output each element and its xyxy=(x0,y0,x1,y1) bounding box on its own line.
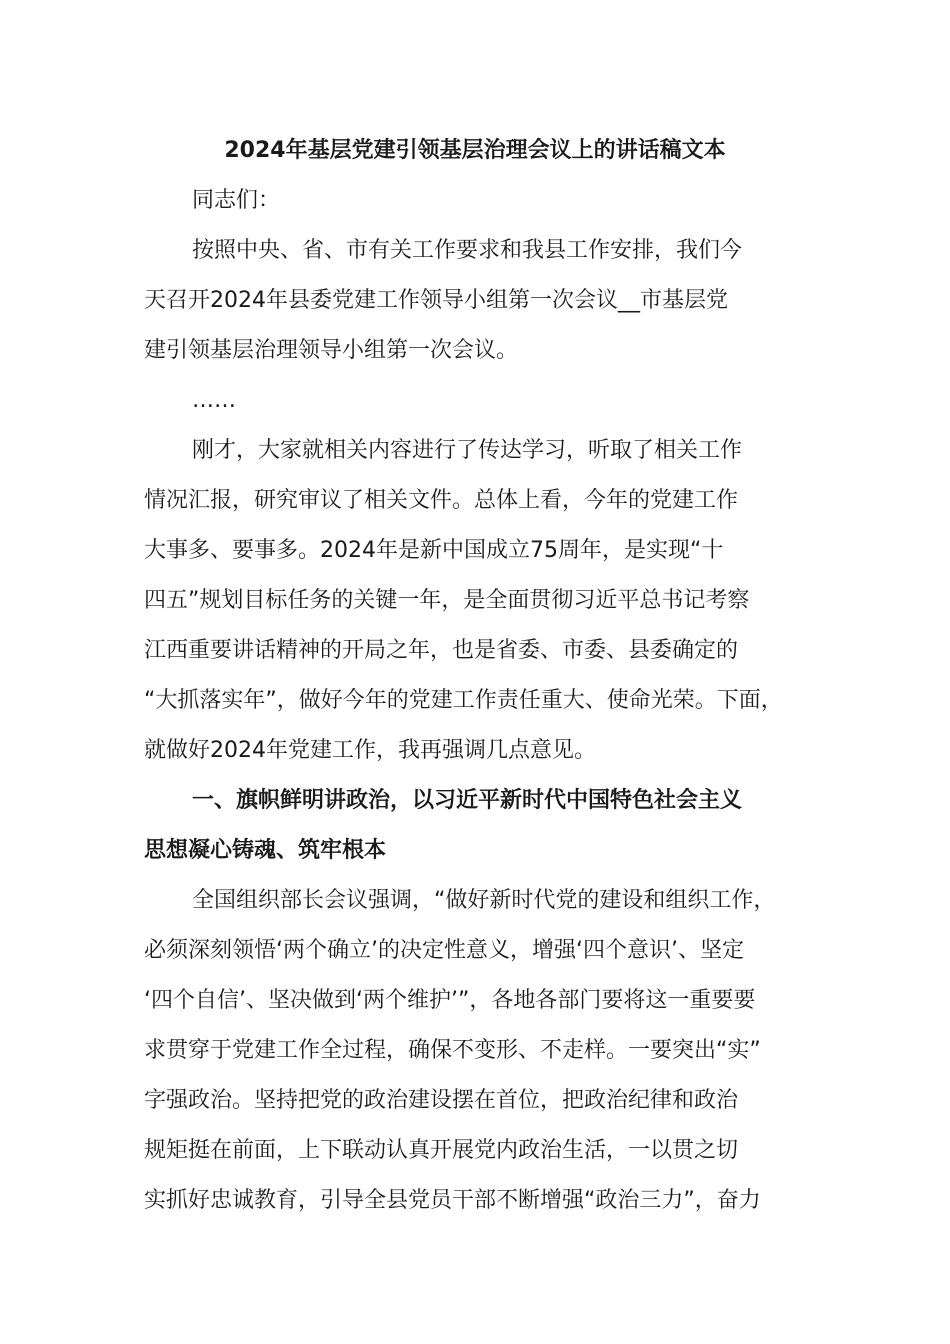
paragraph-line: ‘四个自信’、坚决做到‘两个维护’”，各地各部门要将这一重要要 xyxy=(144,988,756,1013)
paragraph-line: 字强政治。坚持把党的政治建设摆在首位，把政治纪律和政治 xyxy=(144,1088,739,1113)
paragraph-line: 情况汇报，研究审议了相关文件。总体上看，今年的党建工作 xyxy=(144,488,739,513)
section-heading: 一、旗帜鲜明讲政治，以习近平新时代中国特色社会主义 xyxy=(192,788,743,813)
paragraph-line: 刚才，大家就相关内容进行了传达学习，听取了相关工作 xyxy=(192,438,743,463)
paragraph-line: 建引领基层治理领导小组第一次会议。 xyxy=(144,338,519,363)
salutation: 同志们： xyxy=(192,188,281,213)
paragraph-line: 全国组织部长会议强调，“做好新时代党的建设和组织工作， xyxy=(192,888,776,913)
paragraph-line: 大事多、要事多。2024年是新中国成立75周年，是实现“十 xyxy=(144,538,724,563)
paragraph-line: 就做好2024年党建工作，我再强调几点意见。 xyxy=(144,738,596,763)
paragraph-line: 必须深刻领悟‘两个确立’的决定性意义，增强‘四个意识’、坚定 xyxy=(144,938,744,963)
paragraph-line: 江西重要讲话精神的开局之年，也是省委、市委、县委确定的 xyxy=(144,638,739,663)
section-heading: 思想凝心铸魂、筑牢根本 xyxy=(144,838,387,863)
paragraph-line: 规矩挺在前面，上下联动认真开展党内政治生活，一以贯之切 xyxy=(144,1138,739,1163)
paragraph-line: 天召开2024年县委党建工作领导小组第一次会议__市基层党 xyxy=(144,288,728,313)
ellipsis-line: …… xyxy=(192,388,236,413)
paragraph-line: 求贯穿于党建工作全过程，确保不变形、不走样。一要突出“实” xyxy=(144,1038,761,1063)
paragraph-line: “大抓落实年”，做好今年的党建工作责任重大、使命光荣。下面， xyxy=(144,688,783,713)
paragraph-line: 四五”规划目标任务的关键一年，是全面贯彻习近平总书记考察 xyxy=(144,588,750,613)
paragraph-line: 按照中央、省、市有关工作要求和我县工作安排，我们今 xyxy=(192,238,743,263)
paragraph-line: 实抓好忠诚教育，引导全县党员干部不断增强“政治三力”，奋力 xyxy=(144,1188,761,1213)
document-title: 2024年基层党建引领基层治理会议上的讲话稿文本 xyxy=(224,138,726,163)
